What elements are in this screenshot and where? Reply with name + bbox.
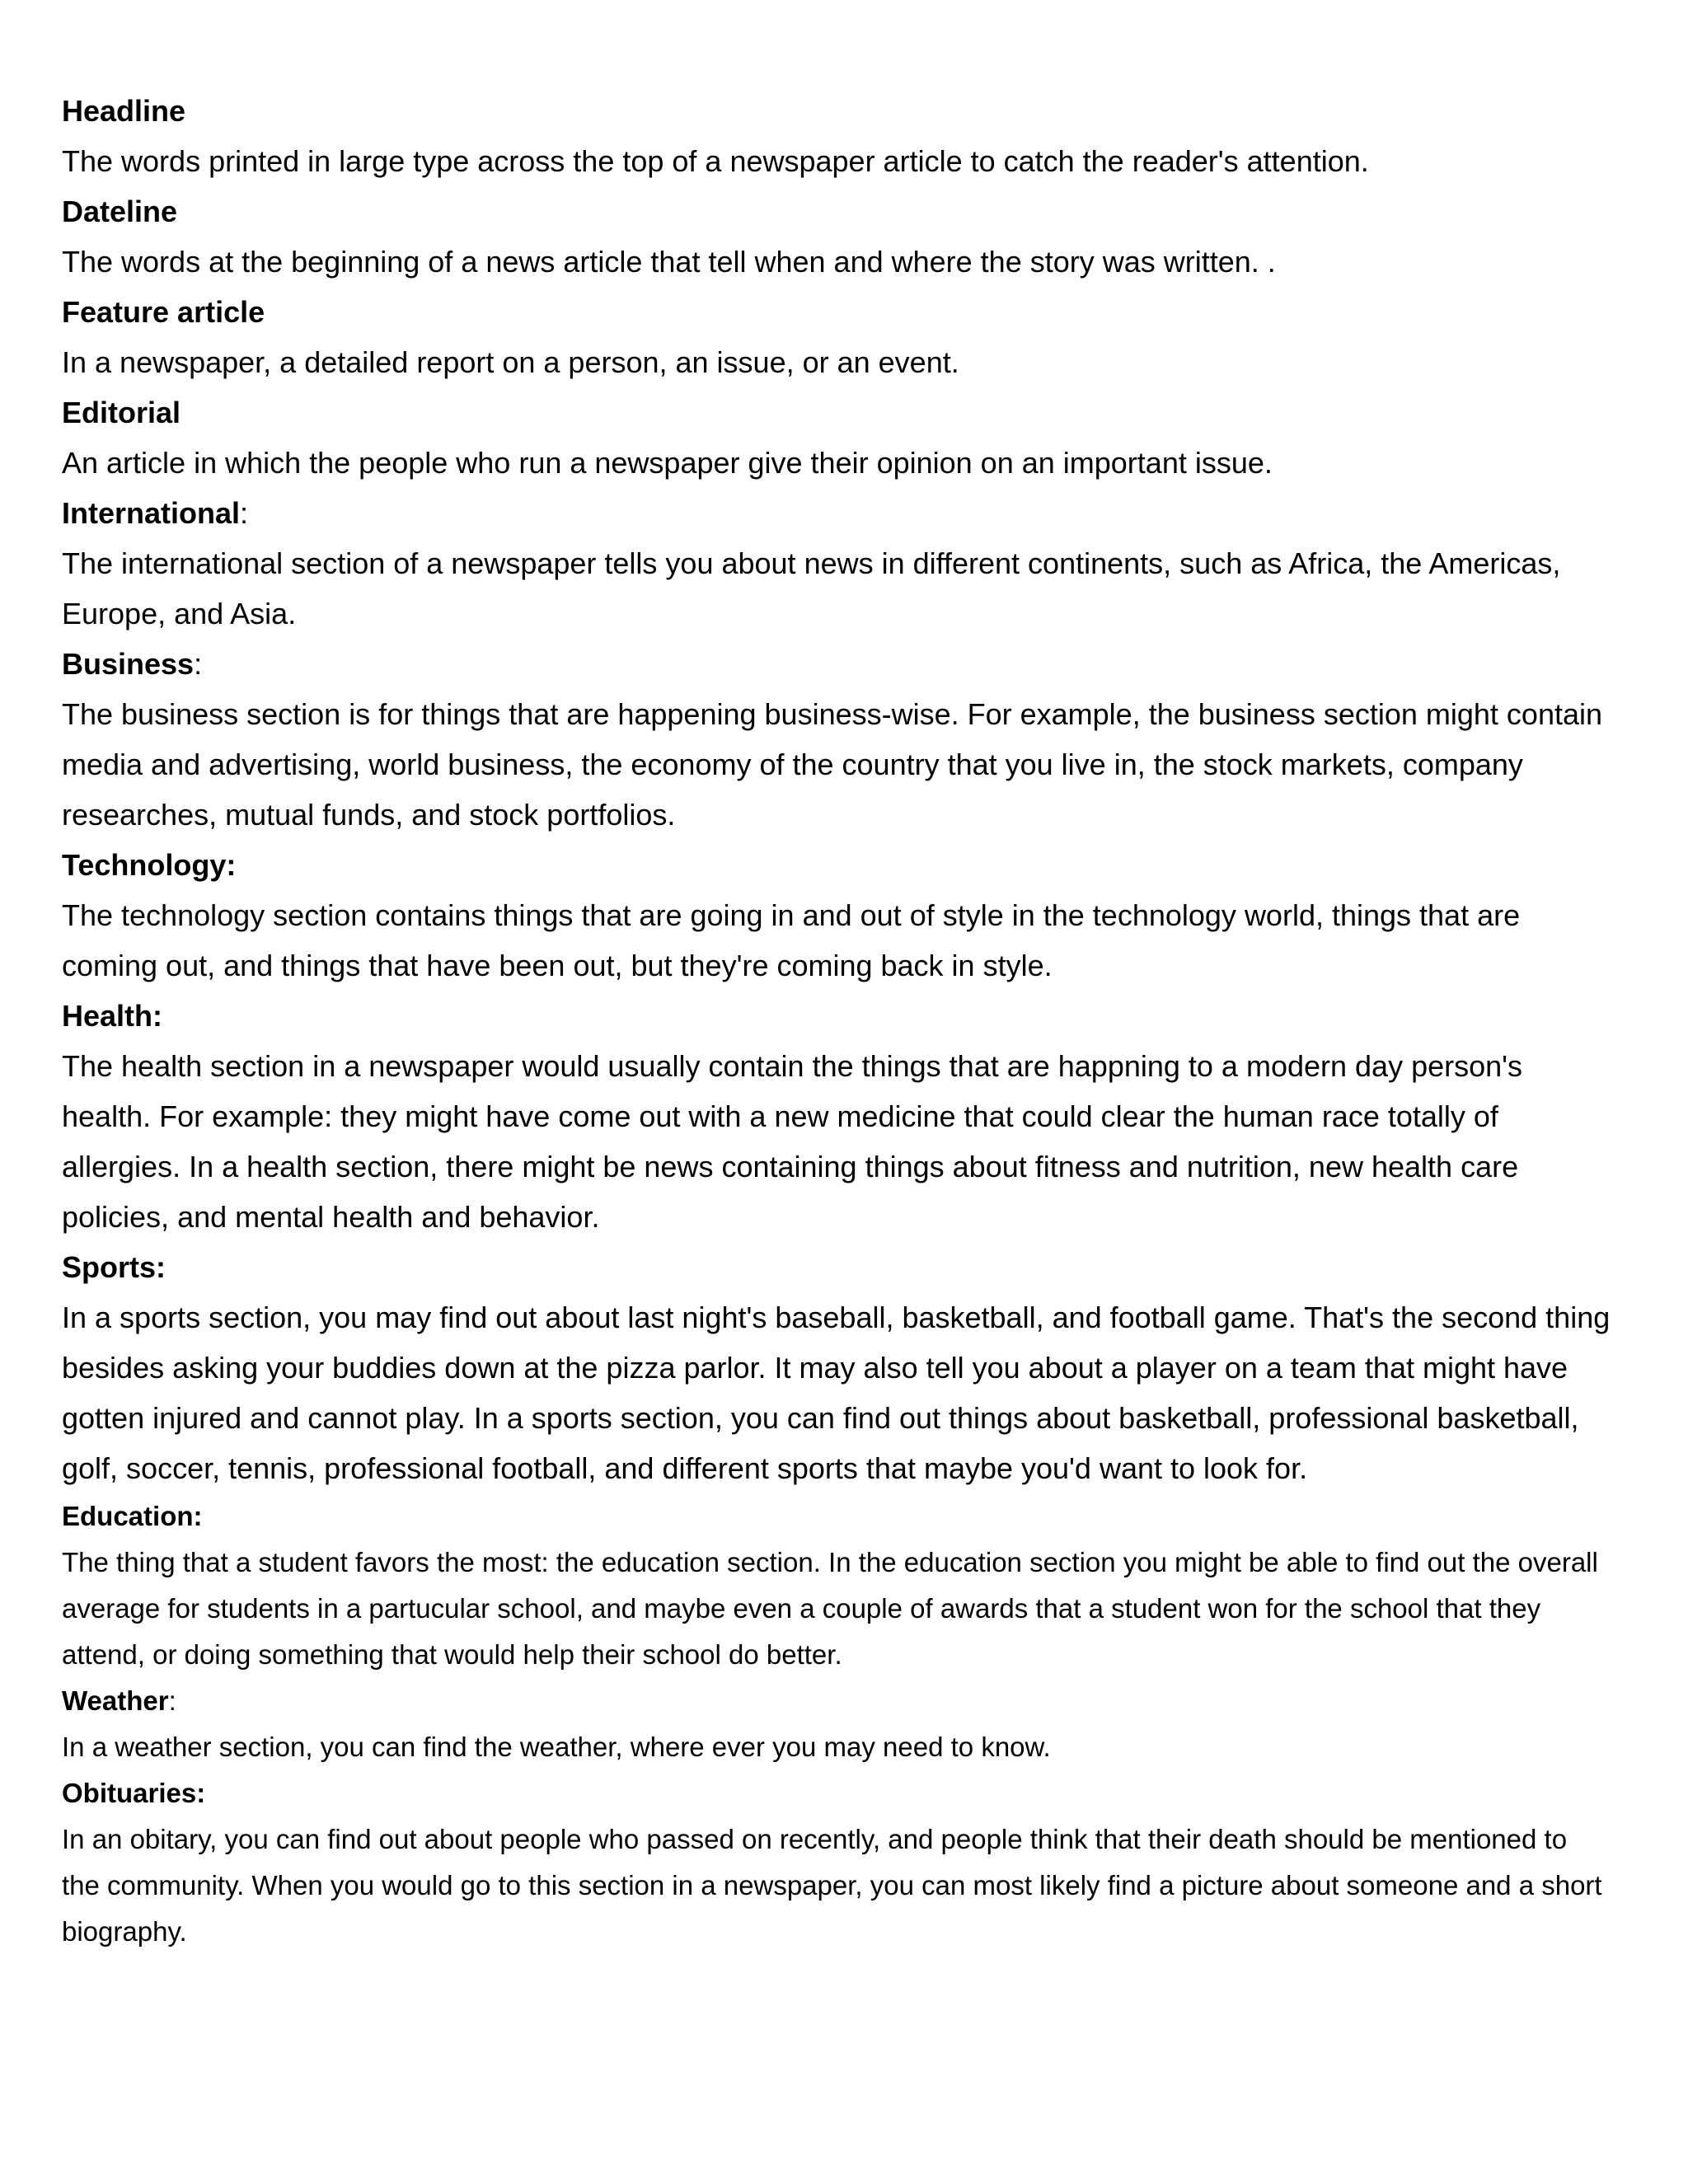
term-heading: Education: [62, 1501, 203, 1531]
term-heading: Dateline [62, 194, 178, 228]
entry-sports [62, 1242, 1611, 1493]
entry-technology [62, 840, 1611, 991]
entry-obituaries [62, 1770, 1611, 1955]
term-heading: Headline [62, 94, 186, 128]
term-definition: The words printed in large type across the top of a newspaper article to catch the reader's attention. [62, 144, 1369, 178]
term-heading: Weather: [62, 1685, 176, 1716]
entry-health [62, 991, 1611, 1242]
entry-international [62, 488, 1611, 639]
term-heading: Technology: [62, 848, 237, 882]
entry-education [62, 1493, 1611, 1678]
term-heading: Editorial [62, 396, 181, 429]
term-definition: In a newspaper, a detailed report on a person, an issue, or an event. [62, 345, 959, 379]
term-definition: In a weather section, you can find the weather, where ever you may need to know. [62, 1732, 1051, 1762]
term-definition: The international section of a newspaper tells you about news in different continents, such as Africa, the Americas, Europe, and Asia. [62, 546, 1561, 630]
entry-editorial [62, 387, 1611, 488]
entry-feature-article [62, 287, 1611, 387]
entry-weather [62, 1678, 1611, 1770]
entry-headline [62, 86, 1611, 186]
term-definition: The words at the beginning of a news article that tell when and where the story was written. . [62, 245, 1276, 279]
term-definition: An article in which the people who run a newspaper give their opinion on an important issue. [62, 446, 1273, 480]
term-definition: In an obitary, you can find out about people who passed on recently, and people think that their death should be mentioned to the community. When you would go to this section in a newspaper, you can most likely find a picture about someone and a short biography. [62, 1824, 1602, 1947]
term-heading: Health: [62, 999, 163, 1033]
term-definition: The health section in a newspaper would usually contain the things that are happning to a modern day person's health. For example: they might have come out with a new medicine that could clear the human race totally of allergies. In a health section, there might be news containing things about fitness and nutrition, new health care policies, and mental health and behavior. [62, 1049, 1523, 1234]
entry-dateline [62, 186, 1611, 287]
entry-business [62, 639, 1611, 840]
term-heading: International: [62, 496, 249, 530]
term-heading: Sports: [62, 1250, 166, 1284]
term-heading: Obituaries: [62, 1778, 206, 1808]
term-heading: Business: [62, 647, 203, 681]
term-definition: The business section is for things that are happening business-wise. For example, the business section might contain media and advertising, world business, the economy of the country that you live in, the stock markets, company researches, mutual funds, and stock portfolios. [62, 697, 1603, 832]
term-definition: The thing that a student favors the most: the education section. In the education section you might be able to find out the overall average for students in a partucular school, and maybe even a couple of awards that a student won for the school that they attend, or doing something that would help their school do better. [62, 1547, 1598, 1670]
term-definition: The technology section contains things that are going in and out of style in the technology world, things that are coming out, and things that have been out, but they're coming back in style. [62, 898, 1521, 982]
term-definition: In a sports section, you may find out about last night's baseball, basketball, and football game. That's the second thing besides asking your buddies down at the pizza parlor. It may also tell you about a player on a team that might have gotten injured and cannot play. In a sports section, you can find out things about basketball, professional basketball, golf, soccer, tennis, professional football, and different sports that maybe you'd want to look for. [62, 1301, 1611, 1485]
term-heading: Feature article [62, 295, 265, 329]
document-page [62, 86, 1611, 1955]
